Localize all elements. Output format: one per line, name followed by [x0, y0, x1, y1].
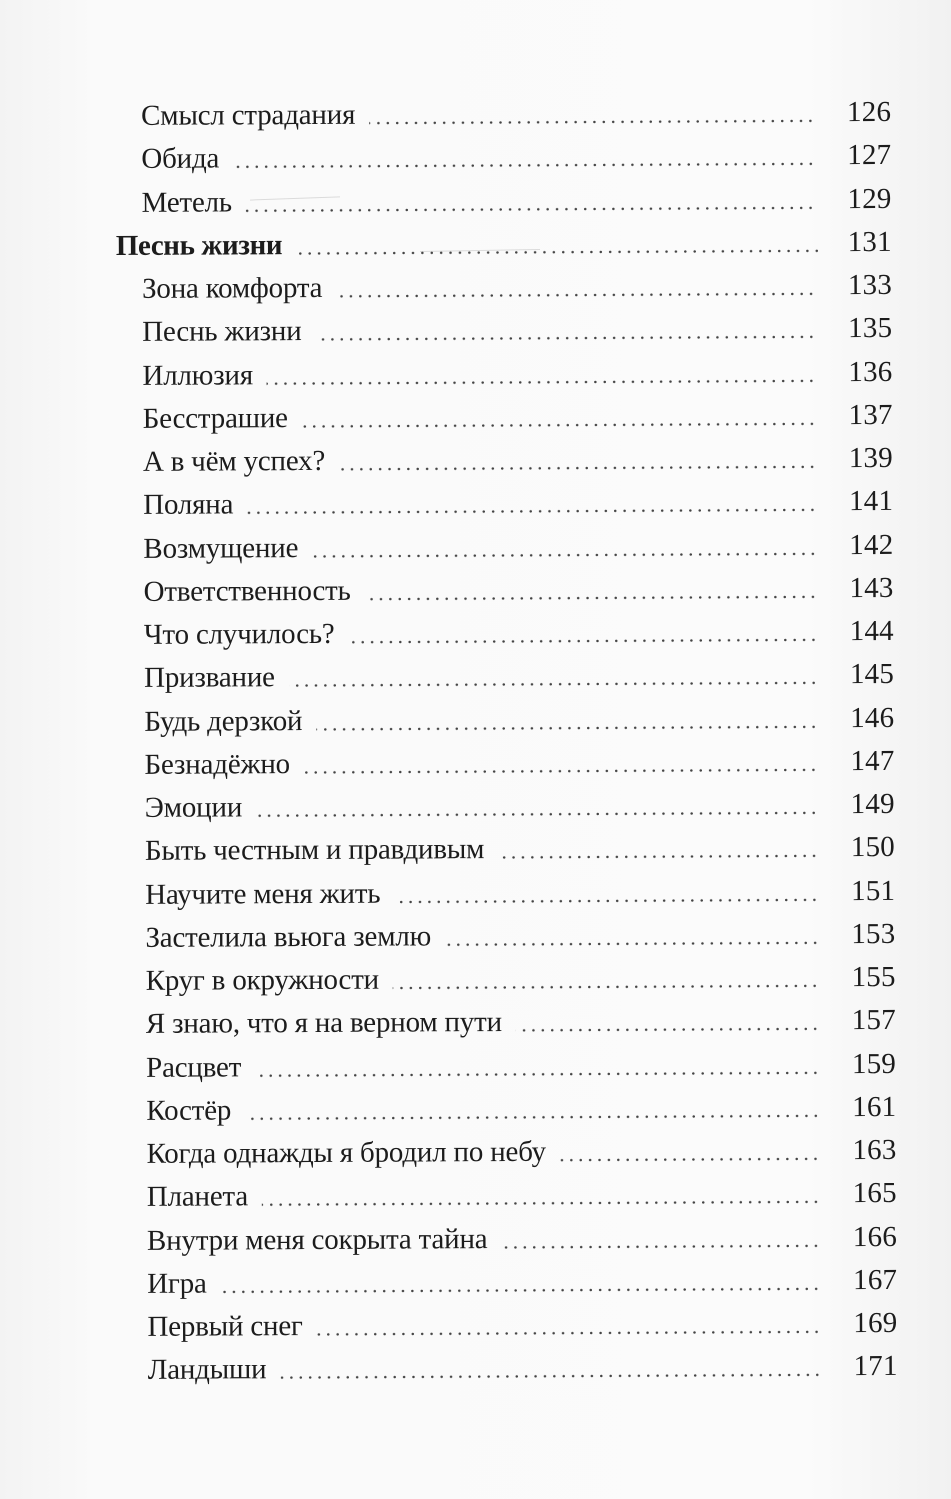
dot-leader [349, 638, 818, 643]
toc-entry [5, 956, 951, 1004]
dot-leader [365, 595, 818, 600]
dot-leader [255, 1071, 820, 1077]
entry-title: Я знаю, что я на верном пути [145, 1006, 502, 1041]
dot-leader [369, 119, 815, 124]
page-number: 141 [848, 485, 894, 518]
page-number: 155 [851, 960, 896, 994]
page-number: 149 [850, 787, 895, 821]
toc-entry [3, 610, 951, 658]
toc-entry [2, 523, 951, 571]
toc-entry [4, 869, 951, 917]
table-of-contents [0, 91, 951, 1393]
page-number: 145 [849, 658, 895, 691]
entry-title: А в чём успех? [142, 444, 326, 478]
entry-title: Быть честным и правдивым [144, 833, 485, 868]
page-number: 153 [851, 917, 896, 950]
toc-entry [0, 134, 951, 182]
page-number: 165 [852, 1177, 897, 1210]
toc-entry [6, 1172, 951, 1220]
dot-leader [302, 422, 817, 428]
page-number: 127 [847, 139, 892, 172]
toc-entry [6, 1258, 951, 1306]
dot-leader [233, 163, 815, 169]
entry-title: Внутри меня сокрыта тайна [146, 1222, 488, 1257]
dot-leader [393, 984, 820, 989]
entry-title: Что случилось? [143, 617, 335, 651]
toc-entry [2, 566, 951, 614]
entry-title: Песнь жизни [142, 315, 302, 349]
dot-leader [247, 509, 817, 515]
dot-leader [221, 1287, 822, 1293]
toc-entry [2, 437, 951, 485]
entry-title: Возмущение [143, 531, 299, 565]
page-number: 129 [847, 182, 892, 215]
entry-title: Будь дерзкой [144, 704, 303, 738]
entry-title: Призвание [143, 661, 275, 695]
entry-title: Бесстрашие [142, 401, 288, 435]
page-number: 163 [852, 1133, 897, 1167]
toc-entry [0, 91, 951, 139]
dot-leader [501, 1244, 821, 1249]
page-number: 146 [850, 701, 895, 734]
toc-entry [3, 696, 951, 744]
toc-entry [5, 1129, 951, 1177]
entry-title: Круг в окружности [145, 963, 380, 997]
page-number: 131 [847, 225, 892, 258]
toc-entry [1, 307, 951, 355]
toc-entry [0, 177, 951, 225]
toc-entry [5, 1085, 951, 1133]
entry-title: Костёр [146, 1094, 232, 1127]
page-number: 167 [853, 1263, 898, 1296]
toc-entry [5, 999, 951, 1047]
toc-entry [1, 264, 951, 312]
page-number: 161 [852, 1090, 897, 1123]
toc-entry [6, 1215, 951, 1263]
dot-leader [336, 292, 816, 298]
toc-entry [5, 1042, 951, 1090]
dot-leader [246, 206, 816, 212]
entry-title: Первый снег [147, 1310, 303, 1343]
entry-title: Обида [141, 142, 220, 176]
toc-entry [1, 350, 951, 398]
dot-leader [245, 1114, 820, 1120]
dot-leader [312, 552, 817, 558]
dot-leader [317, 1330, 822, 1336]
page-number: 151 [850, 874, 896, 907]
dot-leader [267, 379, 817, 385]
entry-title: Ландыши [147, 1353, 267, 1387]
entry-title: Метель [141, 185, 232, 219]
page-number: 137 [848, 398, 893, 431]
page-number: 136 [848, 355, 893, 388]
toc-entry [2, 393, 951, 441]
page-number: 157 [851, 1004, 896, 1037]
dot-leader [256, 811, 819, 817]
toc-entry [4, 912, 951, 960]
toc-entry [6, 1302, 951, 1350]
dot-leader [339, 465, 817, 471]
entry-title: Застелила вьюга землю [145, 920, 432, 954]
toc-entry [3, 739, 951, 787]
toc-entry [4, 826, 951, 874]
page-number: 171 [853, 1350, 898, 1383]
entry-title: Планета [146, 1180, 249, 1214]
page-number: 150 [850, 831, 896, 864]
page-number: 139 [848, 441, 893, 475]
entry-title: Ответственность [143, 574, 351, 608]
dot-leader [560, 1157, 821, 1161]
entry-title: Научите меня жить [145, 877, 381, 911]
dot-leader [394, 898, 819, 903]
page-number: 142 [849, 528, 894, 561]
dot-leader [304, 768, 819, 774]
dot-leader [316, 725, 818, 731]
page-number: 159 [851, 1047, 897, 1080]
toc-entry [3, 653, 951, 701]
dot-leader [498, 855, 819, 860]
page-number: 143 [849, 571, 894, 604]
entry-title: Эмоции [144, 791, 243, 824]
dot-leader [316, 336, 817, 342]
page-number: 135 [848, 312, 893, 345]
page-number: 133 [847, 268, 893, 302]
page-number: 126 [846, 95, 892, 129]
dot-leader [296, 249, 822, 255]
entry-title: Игра [147, 1267, 207, 1300]
page-number: 166 [852, 1220, 898, 1253]
dot-leader [262, 1201, 821, 1207]
toc-entry [4, 783, 951, 831]
chapter-title: Песнь жизни [115, 228, 283, 262]
dot-leader [516, 1028, 820, 1033]
dot-leader [280, 1374, 821, 1380]
toc-chapter-entry [1, 220, 951, 268]
entry-title: Расцвет [146, 1050, 242, 1084]
dot-leader [445, 941, 819, 946]
toc-entry [7, 1345, 951, 1393]
page-number: 169 [853, 1306, 898, 1340]
toc-entry [2, 480, 951, 528]
page-number: 144 [849, 614, 894, 648]
page-number: 147 [850, 744, 895, 777]
entry-title: Поляна [143, 488, 234, 522]
dot-leader [289, 682, 818, 688]
entry-title: Смысл страдания [141, 98, 356, 132]
entry-title: Безнадёжно [144, 747, 291, 781]
entry-title: Иллюзия [142, 358, 254, 392]
entry-title: Когда однажды я бродил по небу [146, 1135, 547, 1170]
entry-title: Зона комфорта [141, 271, 323, 305]
